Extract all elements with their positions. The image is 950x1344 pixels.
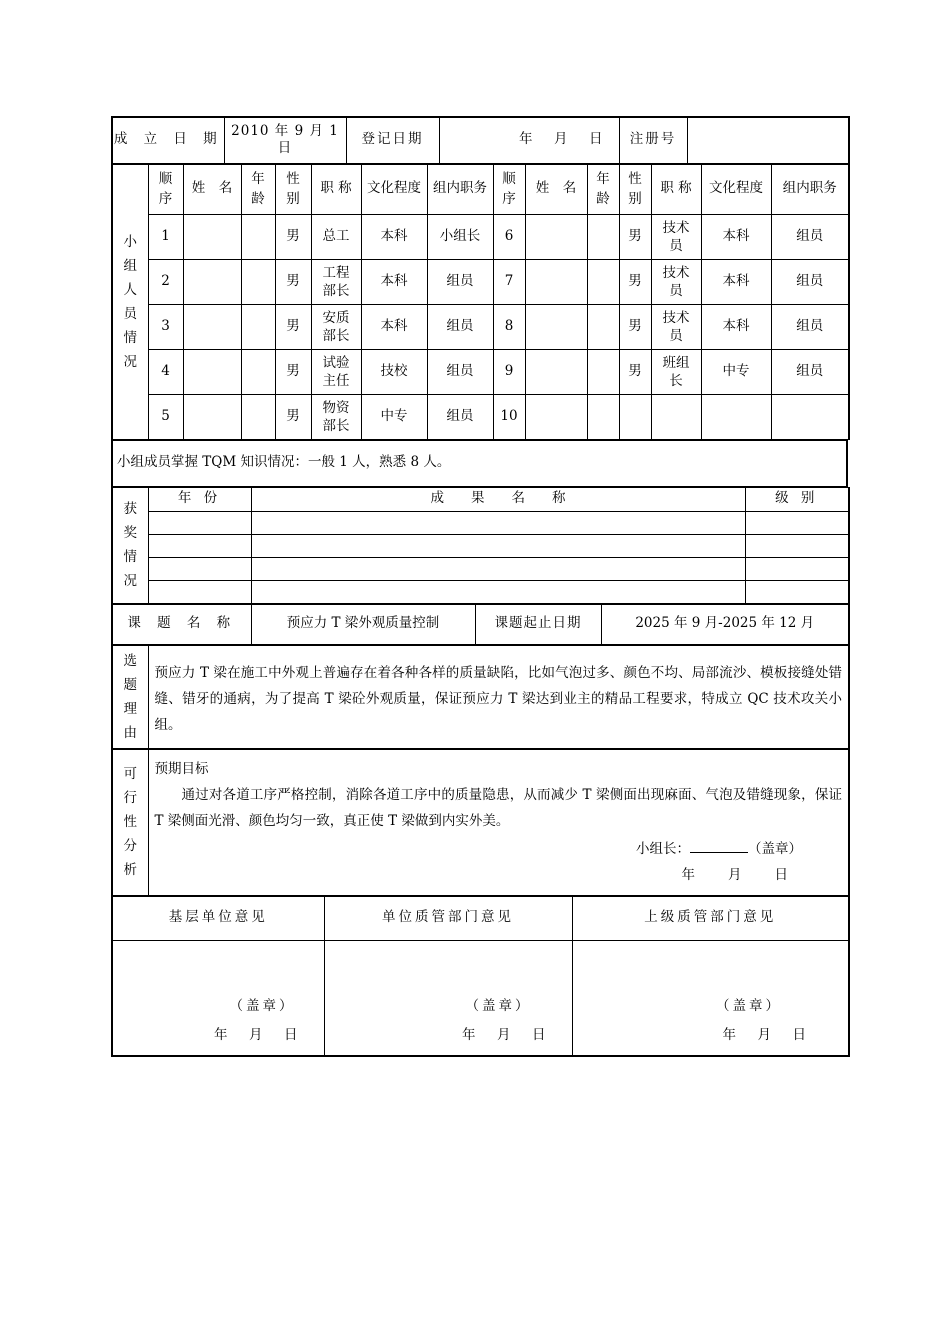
- member-row: 4 男 试验主任 技校 组员 9 男 班组长 中专 组员: [112, 349, 849, 394]
- opinion-title-upper: 上级质管部门意见: [572, 896, 849, 940]
- tqm-text: 小组成员掌握 TQM 知识情况：一般 1 人，熟悉 8 人。: [112, 440, 847, 486]
- opinion-title-base: 基层单位意见: [112, 896, 324, 940]
- awards-section-label: 获奖情况: [112, 487, 148, 603]
- opinions-table: [111, 896, 850, 1058]
- awards-table: [111, 487, 850, 604]
- col-name-2: 姓 名: [525, 164, 587, 214]
- col-award-name: 成 果 名 称: [251, 487, 745, 511]
- member-row: 2 男 工程部长 本科 组员 7 男 技术员 本科 组员: [112, 259, 849, 304]
- opinion-box-unit[interactable]: [324, 940, 572, 1056]
- feasibility-date: 年 月 日: [681, 866, 790, 883]
- award-row: [112, 580, 849, 603]
- opinion-date: 年 月 日: [214, 1027, 302, 1044]
- leader-label: 小组长：: [636, 840, 690, 857]
- col-seq-2: 顺序: [493, 164, 525, 214]
- award-row: [112, 534, 849, 557]
- topic-value: 预应力 T 梁外观质量控制: [251, 604, 475, 644]
- opinion-stamp: （盖章）: [465, 997, 532, 1014]
- col-education-2: 文化程度: [701, 164, 771, 214]
- col-role: 组内职务: [427, 164, 493, 214]
- member-row: 1 男 总工 本科 小组长 6 男 技术员 本科 组员: [112, 214, 849, 259]
- reg-date-value[interactable]: 年 月 日: [439, 117, 619, 163]
- topic-period-label: 课题起止日期: [475, 604, 601, 644]
- feasibility-label: 可行性分析: [112, 749, 148, 895]
- feasibility-table: [111, 749, 850, 896]
- col-gender: 性别: [275, 164, 311, 214]
- reason-text: 预应力 T 梁在施工中外观上普遍存在着各种各样的质量缺陷，比如气泡过多、颜色不均、局部流沙、模板接缝处错缝、错牙的通病，为了提高 T 梁砼外观质量，保证预应力 T 梁达到业主的精品工程要求，特成立 QC 技术攻关小组。: [148, 645, 849, 748]
- col-gender-2: 性别: [619, 164, 651, 214]
- est-date-value[interactable]: 2010 年 9 月 1 日: [224, 117, 346, 163]
- leader-signature-field[interactable]: [690, 838, 748, 853]
- reason-label: 选题理由: [112, 645, 148, 748]
- opinion-stamp: （盖章）: [229, 997, 296, 1014]
- topic-table: [111, 604, 850, 645]
- est-date-label: 成 立 日 期: [112, 117, 224, 163]
- topic-period-value: 2025 年 9 月-2025 年 12 月: [601, 604, 849, 644]
- leader-stamp: （盖章）: [748, 840, 802, 857]
- opinion-date: 年 月 日: [722, 1027, 810, 1044]
- qc-registration-form: [111, 116, 848, 1057]
- opinion-box-base[interactable]: [112, 940, 324, 1056]
- col-role-2: 组内职务: [771, 164, 849, 214]
- col-award-level: 级 别: [745, 487, 849, 511]
- opinion-date: 年 月 日: [462, 1027, 550, 1044]
- member-row: 3 男 安质部长 本科 组员 8 男 技术员 本科 组员: [112, 304, 849, 349]
- col-title: 职 称: [311, 164, 361, 214]
- col-age: 年龄: [241, 164, 275, 214]
- reg-date-label: 登记日期: [346, 117, 439, 163]
- opinion-stamp: （盖章）: [716, 997, 782, 1014]
- members-table: [111, 164, 850, 440]
- member-row: 5 男 物资部长 中专 组员 10: [112, 394, 849, 439]
- reason-table: [111, 645, 850, 749]
- feasibility-heading: 预期目标: [154, 760, 209, 777]
- col-title-2: 职 称: [651, 164, 701, 214]
- col-award-year: 年 份: [148, 487, 251, 511]
- award-row: [112, 511, 849, 534]
- topic-label: 课 题 名 称: [112, 604, 251, 644]
- opinion-title-unit: 单位质管部门意见: [324, 896, 572, 940]
- header-table: [111, 116, 850, 164]
- members-section-label: 小组人员情况: [112, 164, 148, 439]
- reg-no-value[interactable]: [687, 117, 849, 163]
- col-education: 文化程度: [361, 164, 427, 214]
- col-name: 姓 名: [183, 164, 241, 214]
- leader-sign-line: [155, 836, 843, 862]
- reg-no-label: 注册号: [619, 117, 687, 163]
- col-age-2: 年龄: [587, 164, 619, 214]
- award-row: [112, 557, 849, 580]
- tqm-table: [111, 440, 848, 487]
- feasibility-text: 通过对各道工序严格控制，消除各道工序中的质量隐患，从而减少 T 梁侧面出现麻面、气泡及错缝现象，保证 T 梁侧面光滑、颜色均匀一致，真正使 T 梁做到内实外美。: [154, 786, 842, 829]
- opinion-box-upper[interactable]: [572, 940, 849, 1056]
- col-seq: 顺序: [148, 164, 183, 214]
